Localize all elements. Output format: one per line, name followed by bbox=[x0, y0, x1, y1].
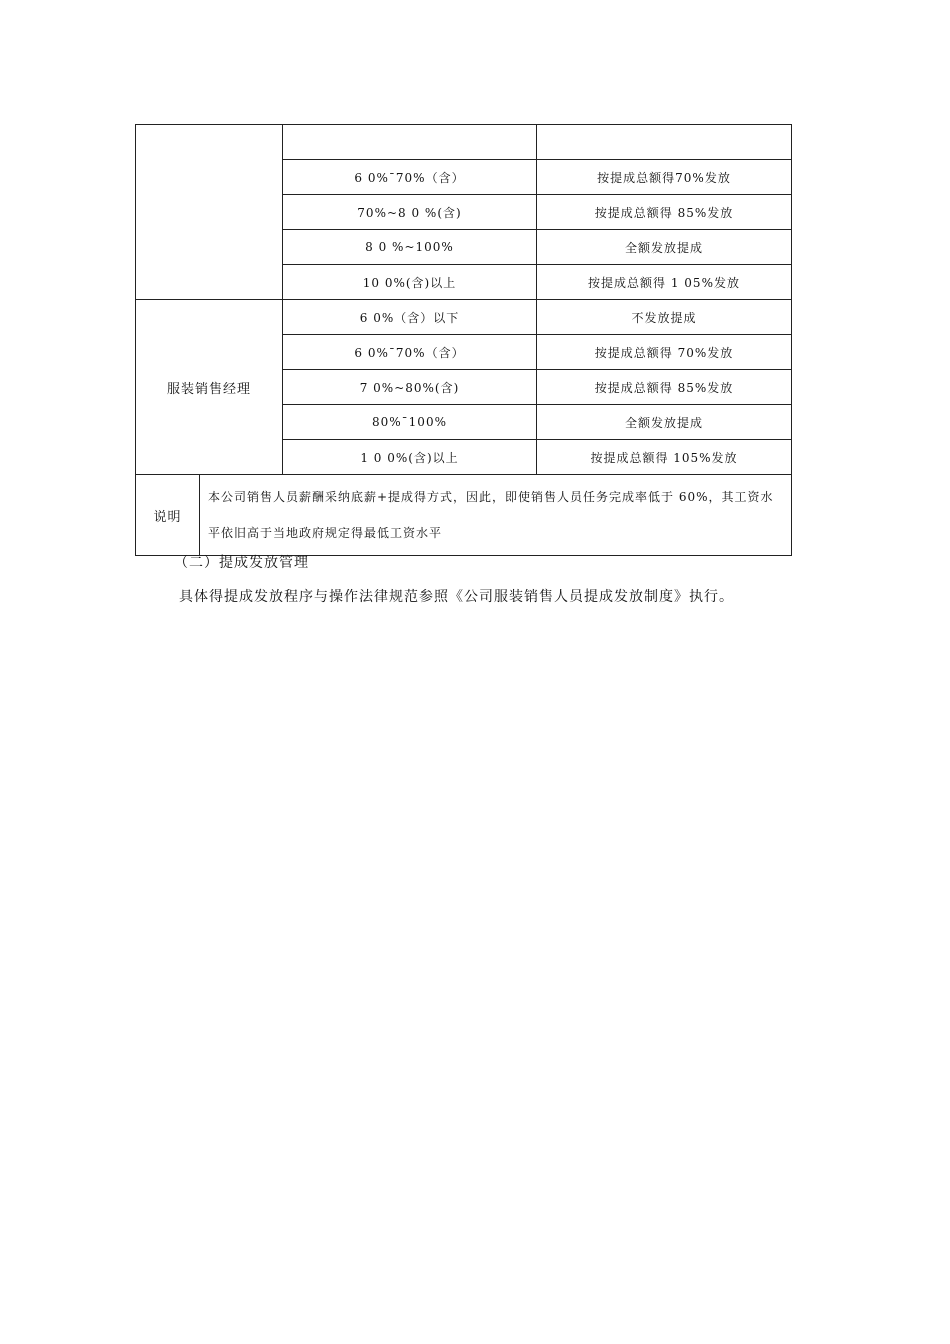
payout-rule-cell: 全额发放提成 bbox=[537, 230, 792, 265]
completion-range-cell: 8 0 %~100% bbox=[283, 230, 537, 265]
note-label: 说明 bbox=[136, 475, 200, 556]
completion-range-cell bbox=[283, 125, 537, 160]
completion-range-cell: 6 0%¯70%（含） bbox=[283, 160, 537, 195]
completion-range-cell: 10 0%(含)以上 bbox=[283, 265, 537, 300]
payout-rule-cell: 按提成总额得 105%发放 bbox=[537, 440, 792, 475]
payout-rule-cell: 按提成总额得 70%发放 bbox=[537, 335, 792, 370]
completion-range-cell: 80%¯100% bbox=[283, 405, 537, 440]
payout-rule-cell: 按提成总额得70%发放 bbox=[537, 160, 792, 195]
completion-range-cell: 6 0%（含）以下 bbox=[283, 300, 537, 335]
table-row bbox=[136, 475, 792, 556]
commission-table bbox=[135, 124, 792, 556]
role-cell bbox=[136, 125, 283, 300]
payout-rule-cell: 按提成总额得 85%发放 bbox=[537, 195, 792, 230]
role-cell: 服装销售经理 bbox=[136, 300, 283, 475]
completion-range-cell: 70%~8 0 %(含) bbox=[283, 195, 537, 230]
table-row bbox=[136, 125, 792, 160]
payout-rule-cell: 按提成总额得 85%发放 bbox=[537, 370, 792, 405]
completion-range-cell: 1 0 0%(含)以上 bbox=[283, 440, 537, 475]
note-text: 本公司销售人员薪酬采纳底薪+提成得方式，因此，即使销售人员任务完成率低于 60%，其工资水平依旧高于当地政府规定得最低工资水平 bbox=[200, 475, 792, 556]
payout-rule-cell: 不发放提成 bbox=[537, 300, 792, 335]
completion-range-cell: 6 0%¯70%（含） bbox=[283, 335, 537, 370]
payout-rule-cell bbox=[537, 125, 792, 160]
payout-rule-cell: 按提成总额得 1 05%发放 bbox=[537, 265, 792, 300]
completion-range-cell: 7 0%~80%(含) bbox=[283, 370, 537, 405]
section-heading: （二）提成发放管理 bbox=[174, 555, 309, 571]
table-row bbox=[136, 300, 792, 335]
section-body-text: 具体得提成发放程序与操作法律规范参照《公司服装销售人员提成发放制度》执行。 bbox=[179, 589, 734, 605]
payout-rule-cell: 全额发放提成 bbox=[537, 405, 792, 440]
